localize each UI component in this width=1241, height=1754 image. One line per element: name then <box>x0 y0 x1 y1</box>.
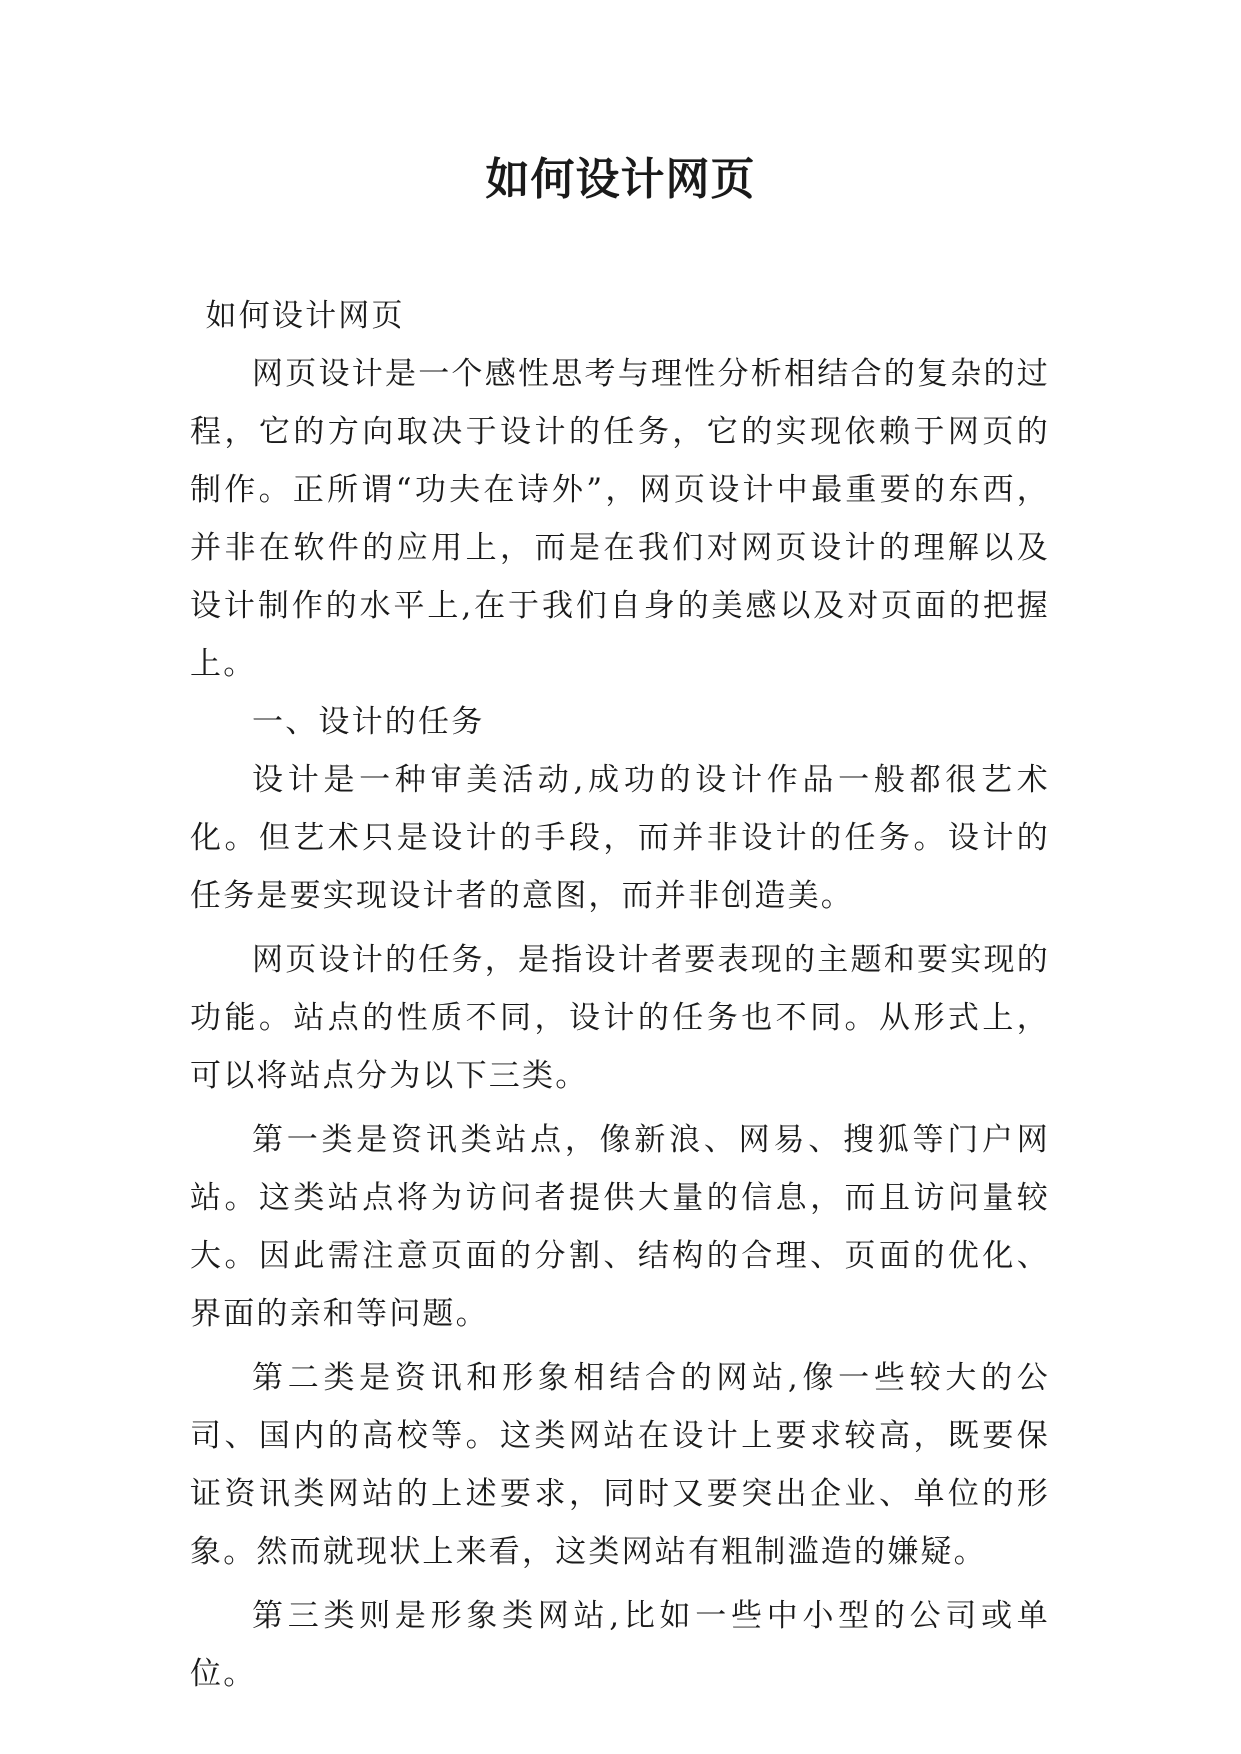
section-heading-design-task: 一、设计的任务 <box>252 704 485 740</box>
paragraph-type-one: 第一类是资讯类站点，像新浪、网易、搜狐等门户网站。这类站点将为访问者提供大量的信息，而且访问量较大。因此需注意页面的分割、结构的合理、页面的优化、界面的亲和等问题。 <box>190 1122 1050 1332</box>
document-title: 如何设计网页 <box>485 154 756 205</box>
paragraph-type-three: 第三类则是形象类网站,比如一些中小型的公司或单位。 <box>190 1598 1050 1692</box>
paragraph-type-two: 第二类是资讯和形象相结合的网站,像一些较大的公司、国内的高校等。这类网站在设计上要求较高，既要保证资讯类网站的上述要求，同时又要突出企业、单位的形象。然而就现状上来看，这类网站有粗制滥造的嫌疑。 <box>190 1360 1050 1570</box>
document-body <box>190 287 1050 1703</box>
document-subtitle: 如何设计网页 <box>205 298 405 334</box>
paragraph-web-design-task: 网页设计的任务，是指设计者要表现的主题和要实现的功能。站点的性质不同，设计的任务也不同。从形式上，可以将站点分为以下三类。 <box>190 942 1050 1094</box>
paragraph-intro: 网页设计是一个感性思考与理性分析相结合的复杂的过程，它的方向取决于设计的任务，它的实现依赖于网页的制作。正所谓“功夫在诗外”，网页设计中最重要的东西，并非在软件的应用上，而是在我们对网页设计的理解以及设计制作的水平上,在于我们自身的美感以及对页面的把握上。 <box>190 356 1050 682</box>
paragraph-design-task: 设计是一种审美活动,成功的设计作品一般都很艺术化。但艺术只是设计的手段，而并非设计的任务。设计的任务是要实现设计者的意图，而并非创造美。 <box>190 762 1050 914</box>
